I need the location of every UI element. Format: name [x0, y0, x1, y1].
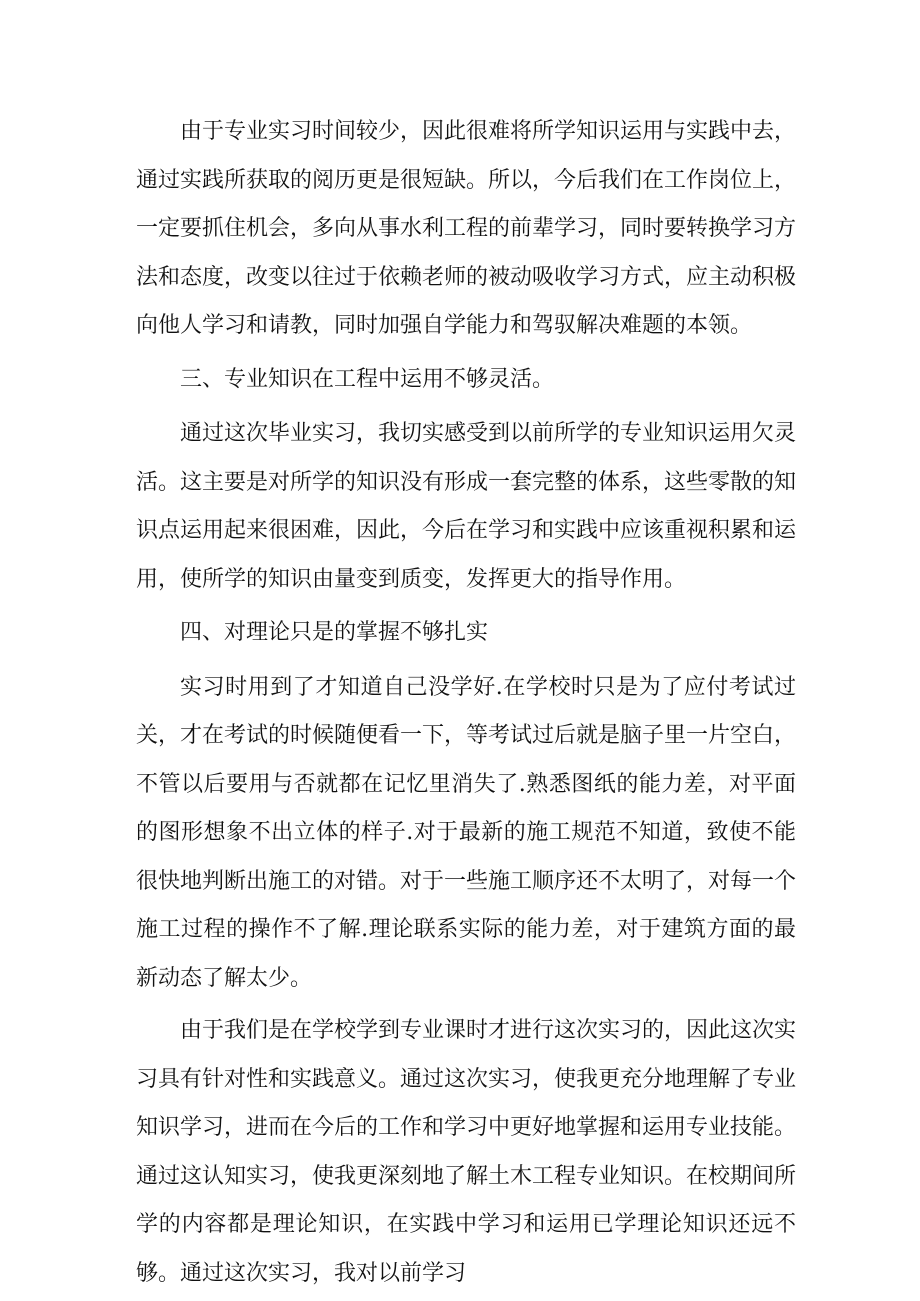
- section-heading-three: 三、专业知识在工程中运用不够灵活。: [180, 366, 555, 392]
- document-body: [136, 108, 796, 1298]
- paragraph-theory-mastery: 实习时用到了才知道自己没学好.在学校时只是为了应付考试过关，才在考试的时候随便看一下，等考试过后就是脑子里一片空白，不管以后要用与否就都在记忆里消失了.熟悉图纸的能力差，对平面的图形想象不出立体的样子.对于最新的施工规范不知道，致使不能很快地判断出施工的对错。对于一些施工顺序还不太明了，对每一个施工过程的操作不了解.理论联系实际的能力差，对于建筑方面的最新动态了解太少。: [136, 674, 797, 991]
- paragraph-internship-time: 由于专业实习时间较少，因此很难将所学知识运用与实践中去，通过实践所获取的阅历更是很短缺。所以，今后我们在工作岗位上，一定要抓住机会，多向从事水利工程的前辈学习，同时要转换学习方法和态度，改变以往过于依赖老师的被动吸收学习方式，应主动积极向他人学习和请教，同时加强自学能力和驾驭解决难题的本领。: [136, 119, 797, 338]
- paragraph-practice-significance: 由于我们是在学校学到专业课时才进行这次实习的，因此这次实习具有针对性和实践意义。通过这次实习，使我更充分地理解了专业知识学习，进而在今后的工作和学习中更好地掌握和运用专业技能。通过这认知实习，使我更深刻地了解土木工程专业知识。在校期间所学的内容都是理论知识，在实践中学习和运用已学理论知识还远不够。通过这次实习，我对以前学习: [136, 1018, 797, 1286]
- section-heading-four: 四、对理论只是的掌握不够扎实: [180, 620, 489, 645]
- paragraph-knowledge-flexibility: 通过这次毕业实习，我切实感受到以前所学的专业知识运用欠灵活。这主要是对所学的知识没有形成一套完整的体系，这些零散的知识点运用起来很困难，因此，今后在学习和实践中应该重视积累和运用，使所学的知识由量变到质变，发挥更大的指导作用。: [136, 421, 797, 592]
